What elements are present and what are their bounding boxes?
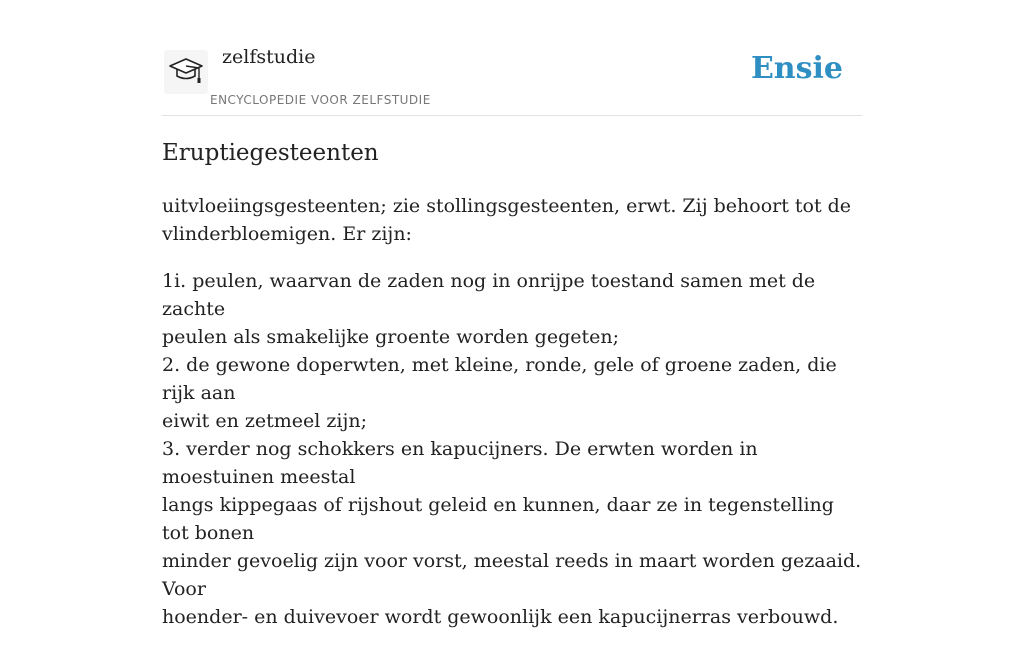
article-title: Eruptiegesteenten: [162, 140, 379, 166]
text-line: peulen als smakelijke groente worden gegeten;: [162, 326, 620, 348]
text-line: 2. de gewone doperwten, met kleine, ronde, gele of groene zaden, die rijk aan: [162, 354, 837, 404]
site-header: [162, 0, 862, 116]
text-line: 3. verder nog schokkers en kapucijners. De erwten worden in moestuinen meestal: [162, 438, 758, 488]
site-name-link[interactable]: zelfstudie: [222, 46, 316, 68]
text-line: eiwit en zetmeel zijn;: [162, 410, 367, 432]
ensie-brand-link[interactable]: Ensie: [750, 51, 843, 86]
article-body: [162, 192, 862, 650]
intro-paragraph: [162, 192, 862, 248]
text-line: 1i. peulen, waarvan de zaden nog in onrijpe toestand samen met de zachte: [162, 270, 816, 320]
list-paragraph: [162, 267, 862, 631]
site-logo[interactable]: [164, 50, 208, 94]
text-line: minder gevoelig zijn voor vorst, meestal reeds in maart worden gezaaid. Voor: [162, 550, 862, 600]
text-line: langs kippegaas of rijshout geleid en kunnen, daar ze in tegenstelling tot bonen: [162, 494, 834, 544]
graduation-cap-icon: [168, 56, 204, 88]
text-line: vlinderbloemigen. Er zijn:: [162, 223, 412, 245]
page: [162, 0, 862, 628]
text-line: uitvloeiingsgesteenten; zie stollingsgesteenten, erwt. Zij behoort tot de: [162, 195, 852, 217]
text-line: hoender- en duivevoer wordt gewoonlijk een kapucijnerras verbouwd.: [162, 606, 839, 628]
site-tagline: ENCYCLOPEDIE VOOR ZELFSTUDIE: [210, 93, 431, 107]
